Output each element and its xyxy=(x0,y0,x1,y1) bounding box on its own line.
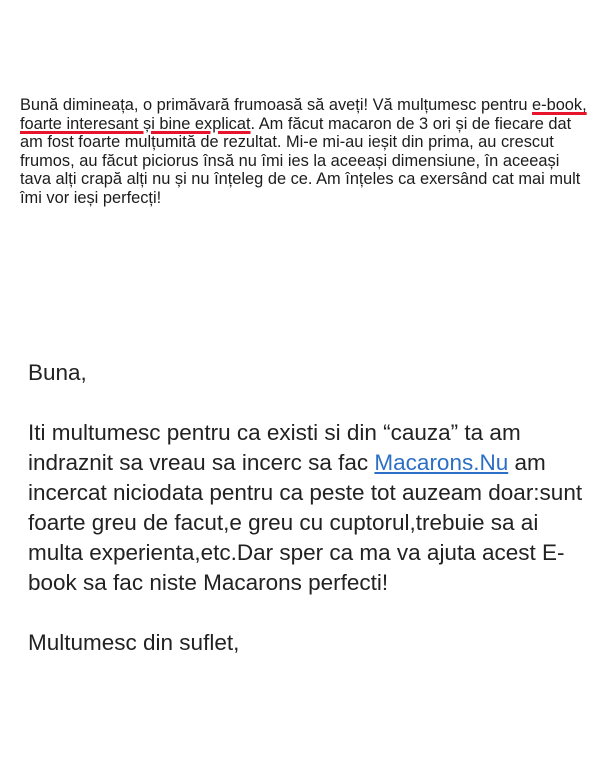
message-2-body-end: am incercat niciodata pentru ca peste tot auzeam doar:sunt foarte greu de facut,e greu cu cuptorul,trebuie sa ai multa experienta,etc.Dar sper ca ma va ajuta acest E-book sa fac niste Macarons perfecti! xyxy=(28,450,583,595)
paragraph-spacer xyxy=(28,598,588,628)
message-1-text-end: . Am făcut macaron de 3 ori și de fiecare dat am fost foarte mulțumită de rezultat. Mi-e mi-au ieșit din prima, au crescut frumos, au făcut piciorus însă nu îmi ies la aceeași dimensiune, în aceeași tava alți crapă alți nu și nu înțeleg de ce. Am înțeles ca exersând cat mai mult îmi vor ieși perfecți! xyxy=(20,114,581,207)
macarons-link[interactable]: Macarons.Nu xyxy=(374,450,509,475)
testimonial-message-2 xyxy=(28,358,588,658)
message-1-underlined-highlight: e-book, foarte interesant și bine explicat xyxy=(20,96,587,133)
message-2-body-start: Iti multumesc pentru ca existi si din “cauza” ta am indraznit sa vreau sa incerc sa fac xyxy=(28,420,521,475)
message-1-text-start: Bună dimineața, o primăvară frumoasă să aveți! Vă mulțumesc pentru xyxy=(20,96,532,114)
testimonial-message-1 xyxy=(20,96,592,208)
message-2-body xyxy=(28,418,588,598)
paragraph-spacer xyxy=(28,388,588,418)
message-2-greeting: Buna, xyxy=(28,360,87,385)
message-2-closing: Multumesc din suflet, xyxy=(28,630,240,655)
